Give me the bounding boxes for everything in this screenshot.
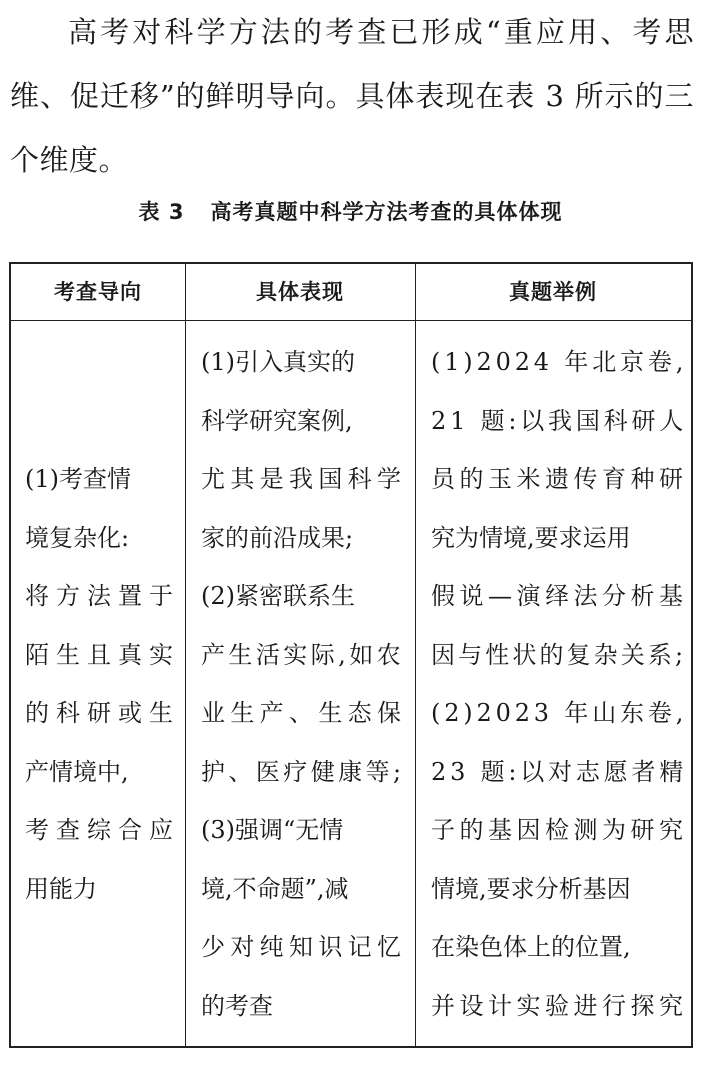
table-caption xyxy=(0,196,701,226)
cell-line: 考查综合应 xyxy=(25,816,180,844)
cell-line: 境复杂化: xyxy=(25,523,130,552)
cell-line: 在染色体上的位置, xyxy=(431,933,631,961)
cell-line: 情境,要求分析基因 xyxy=(431,874,631,903)
data-table xyxy=(9,262,693,1048)
cell-line: 科学研究案例, xyxy=(201,406,353,435)
cell-line: 员的玉米遗传育种研 xyxy=(431,465,688,493)
cell-line: 将方法置于 xyxy=(25,582,180,610)
cell-line: 究为情境,要求运用 xyxy=(431,523,631,552)
cell-line: 用能力 xyxy=(25,874,97,903)
header-example: 真题举例 xyxy=(509,280,597,304)
cell-line: 家的前沿成果; xyxy=(201,523,354,552)
cell-line: 产生活实际,如农 xyxy=(201,640,405,669)
cell-line: 假说—演绎法分析基 xyxy=(431,582,688,610)
cell-line: 尤其是我国科学 xyxy=(201,465,407,493)
cell-line: 的考查 xyxy=(201,991,273,1020)
cell-example xyxy=(431,333,688,1035)
table-title: 高考真题中科学方法考查的具体体现 xyxy=(210,200,563,224)
cell-line: 产情境中, xyxy=(25,757,129,786)
cell-line: 因与性状的复杂关系; xyxy=(431,640,687,669)
cell-line: 23 题:以对志愿者精 xyxy=(431,757,688,786)
cell-line: 境,不命题”,减 xyxy=(201,874,349,903)
cell-line: 陌生且真实 xyxy=(25,640,180,669)
cell-line: 子的基因检测为研究 xyxy=(431,816,688,844)
cell-line: 护、医疗健康等; xyxy=(201,757,405,786)
column-divider xyxy=(415,264,416,1046)
column-divider xyxy=(185,264,186,1046)
intro-paragraph: 高考对科学方法的考查已形成“重应用、考思维、促迁移”的鲜明导向。具体表现在表 3 所示的三个维度。 xyxy=(10,15,694,177)
cell-line: 并设计实验进行探究 xyxy=(431,991,688,1020)
header-manifestation: 具体表现 xyxy=(256,280,344,304)
table-number: 表 3 xyxy=(138,200,185,224)
cell-line: 业生产、生态保 xyxy=(201,699,407,727)
cell-line: 的科研或生 xyxy=(25,699,180,727)
cell-line: 21 题:以我国科研人 xyxy=(431,406,688,435)
table-header-row xyxy=(11,264,691,321)
cell-line: 少对纯知识记忆 xyxy=(201,933,407,961)
cell-line: (1)考查情 xyxy=(25,465,131,493)
cell-manifestation xyxy=(201,333,407,1035)
cell-line: (3)强调“无情 xyxy=(201,816,344,844)
cell-line: (2)2023 年山东卷, xyxy=(431,699,688,727)
cell-line: (1)引入真实的 xyxy=(201,348,355,376)
header-guidance: 考查导向 xyxy=(54,280,142,304)
cell-line: (2)紧密联系生 xyxy=(201,582,355,610)
cell-line: (1)2024 年北京卷, xyxy=(431,348,688,376)
cell-guidance xyxy=(25,450,180,918)
